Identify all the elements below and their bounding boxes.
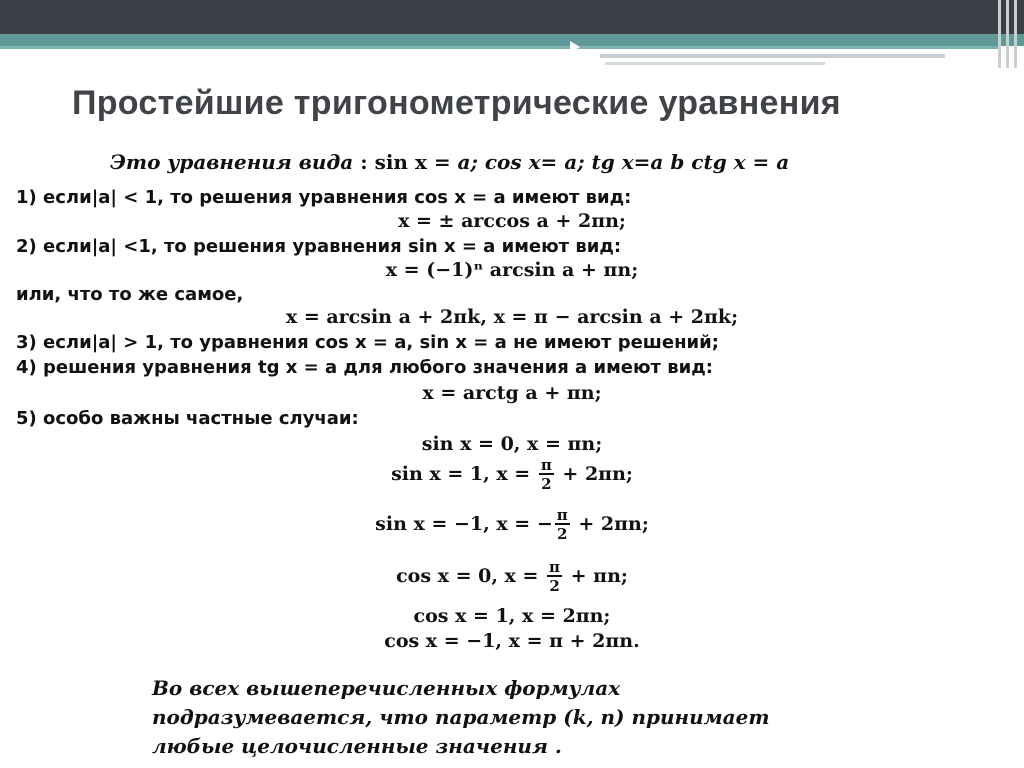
- rule-2-alt-text: или, что то же самое,: [16, 284, 244, 305]
- decor-corner-line: [1014, 0, 1017, 68]
- intro-line: [110, 150, 950, 174]
- top-teal-line: [0, 46, 1000, 49]
- special-case-sin0: sin x = 0, x = πn;: [421, 433, 603, 455]
- intro-colon: :: [353, 150, 375, 174]
- intro-equations: a; cos x= a; tg x=a b ctg x = a: [457, 150, 790, 174]
- fraction-denominator: 2: [547, 575, 562, 594]
- special-case-sin-minus1: [0, 508, 1024, 542]
- play-arrow-icon: [568, 40, 582, 54]
- intro-eq-sin: sin x =: [374, 150, 458, 174]
- fraction-denominator: 2: [555, 523, 570, 542]
- fraction-pi-over-2: [555, 508, 570, 542]
- rule-1-text: 1) если|a| < 1, то решения уравнения cos x = a имеют вид:: [16, 187, 632, 208]
- sinm1-rhs: + 2πn;: [571, 513, 649, 535]
- cos0-rhs: + πn;: [564, 565, 628, 587]
- special-case-cos-minus1: cos x = −1, x = π + 2πn.: [384, 630, 640, 652]
- top-dark-bar: [0, 0, 1024, 34]
- sin1-lhs: sin x = 1, x =: [391, 463, 537, 485]
- fraction-pi-over-2: [539, 458, 554, 492]
- special-case-cos1: cos x = 1, x = 2πn;: [413, 605, 611, 627]
- decor-strip: [600, 54, 945, 58]
- fraction-pi-over-2: [547, 560, 562, 594]
- rule-5-text: 5) особо важны частные случаи:: [16, 408, 359, 429]
- slide-title: Простейшие тригонометрические уравнения: [72, 84, 841, 122]
- rule-4-text: 4) решения уравнения tg x = a для любого значения a имеют вид:: [16, 357, 713, 378]
- cos0-lhs: cos x = 0, x =: [396, 565, 546, 587]
- sinm1-lhs: sin x = −1, x = −: [375, 513, 553, 535]
- decor-strip: [605, 62, 825, 65]
- fraction-numerator: π: [556, 506, 568, 524]
- intro-label: Это уравнения вида: [110, 150, 354, 174]
- rule-3-text: 3) если|a| > 1, то уравнения cos x = a, sin x = a не имеют решений;: [16, 332, 719, 353]
- rule-2-text: 2) если|a| <1, то решения уравнения sin x = a имеют вид:: [16, 236, 622, 257]
- fraction-numerator: π: [549, 558, 561, 576]
- fraction-denominator: 2: [539, 473, 554, 492]
- decor-corner-line: [998, 0, 1001, 68]
- special-case-cos0: [0, 560, 1024, 594]
- footer-line: любые целочисленные значения .: [152, 734, 562, 758]
- footer-note: [152, 674, 932, 761]
- decor-corner-line: [1006, 0, 1009, 68]
- special-case-sin1: [0, 458, 1024, 492]
- rule-1-formula: x = ± arccos a + 2πn;: [398, 210, 626, 232]
- footer-line: подразумевается, что параметр (k, n) принимает: [152, 705, 770, 729]
- top-teal-band: [0, 34, 1024, 46]
- footer-line: Во всех вышеперечисленных формулах: [152, 676, 621, 700]
- rule-2-alt-formula: x = arcsin a + 2πk, x = π − arcsin a + 2πk;: [285, 306, 739, 328]
- sin1-rhs: + 2πn;: [555, 463, 633, 485]
- fraction-numerator: π: [540, 456, 552, 474]
- rule-4-formula: x = arctg a + πn;: [422, 382, 602, 404]
- rule-2-formula: x = (−1)ⁿ arcsin a + πn;: [385, 259, 639, 281]
